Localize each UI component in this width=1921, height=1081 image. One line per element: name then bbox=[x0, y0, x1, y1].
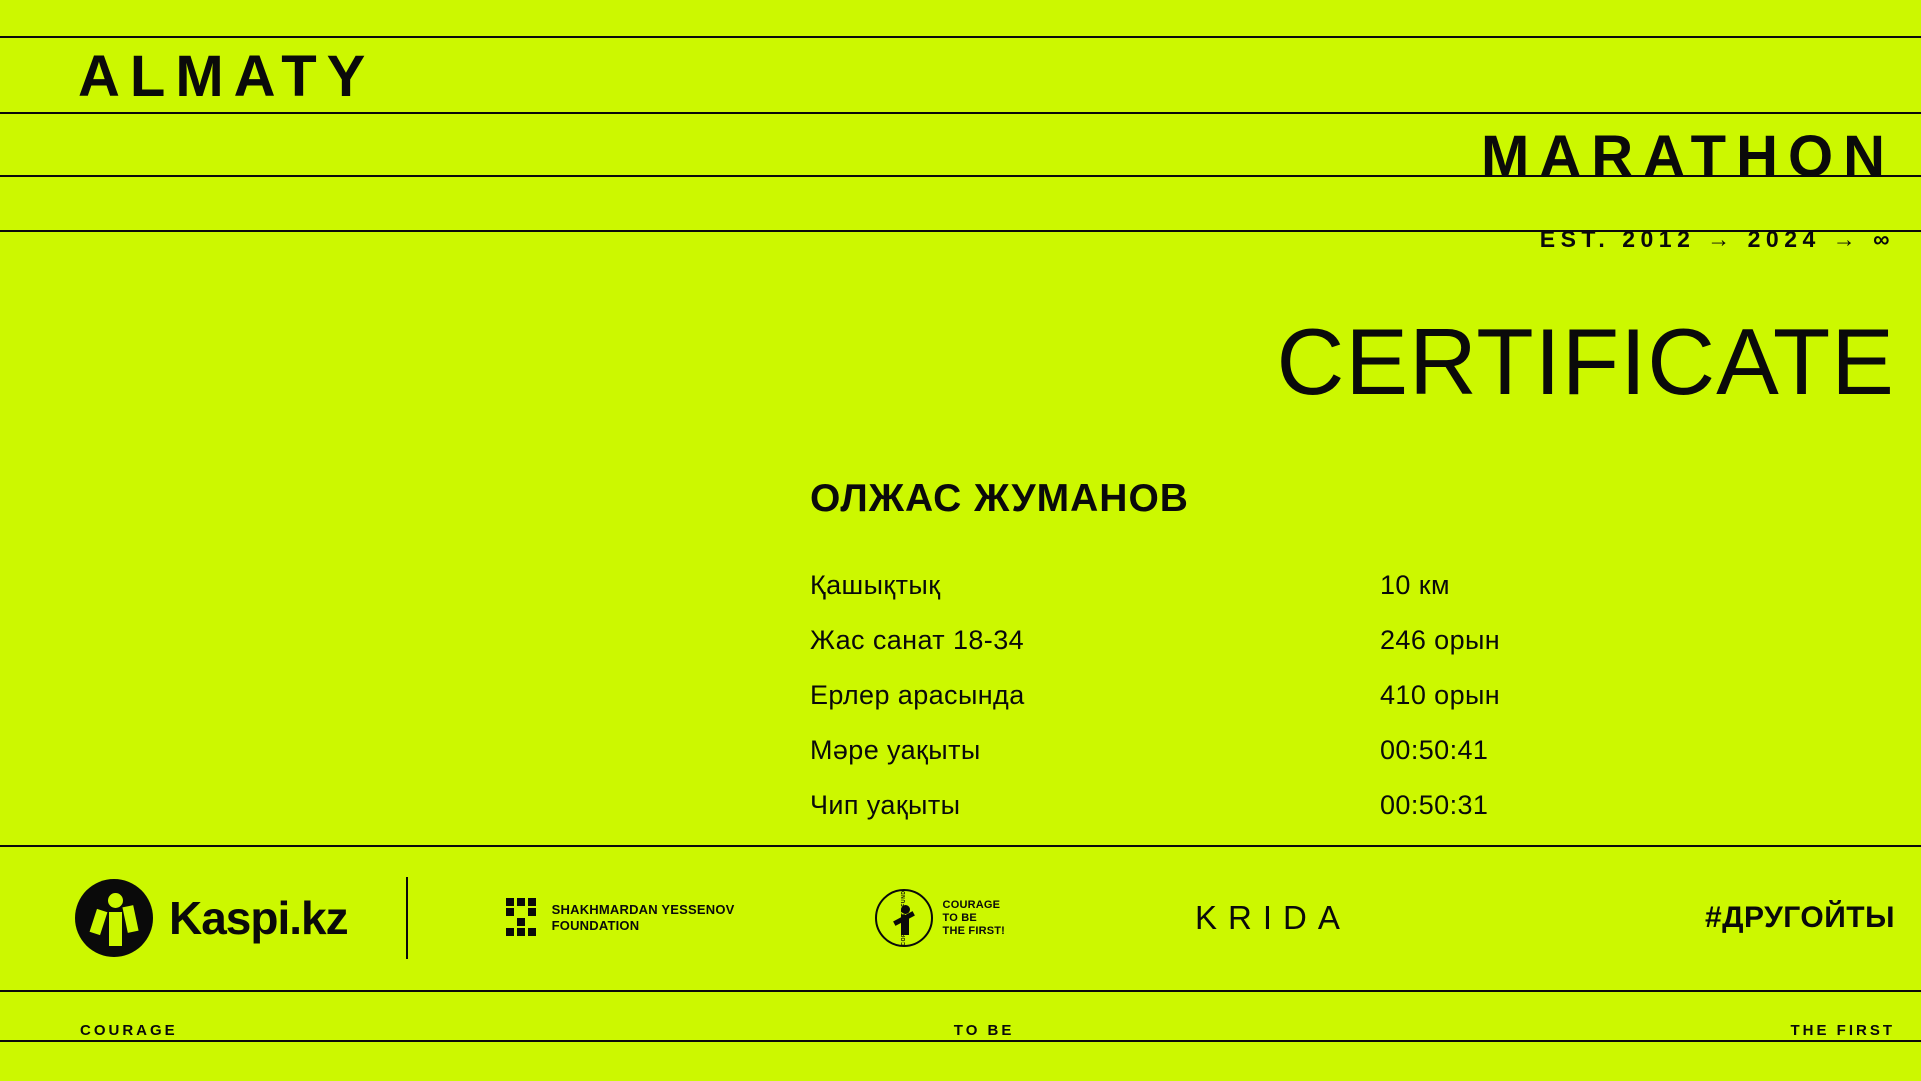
result-label: Ерлер арасында bbox=[810, 680, 1025, 710]
sponsor-kaspi bbox=[75, 879, 348, 957]
athlete-name: ОЛЖАС ЖУМАНОВ bbox=[810, 477, 1189, 520]
sponsor-yessenov bbox=[506, 898, 735, 938]
divider-rule-bottom bbox=[0, 1040, 1921, 1042]
result-label: Жас санат 18-34 bbox=[810, 625, 1025, 655]
table-row bbox=[810, 680, 1710, 735]
sponsor-corporate-line1: COURAGE bbox=[942, 898, 1001, 911]
corporate-fund-seal-icon bbox=[875, 889, 933, 947]
result-value: 246 орын bbox=[1380, 625, 1501, 655]
sponsor-yessenov-label bbox=[552, 902, 735, 934]
sponsor-bar bbox=[0, 847, 1921, 989]
divider-rule-top bbox=[0, 36, 1921, 38]
sponsor-divider bbox=[406, 877, 408, 959]
footer-middle: TO BE bbox=[953, 1022, 1015, 1039]
sponsor-yessenov-line2: FOUNDATION bbox=[551, 918, 640, 933]
hashtag-drugoity: #ДРУГОЙТЫ bbox=[1704, 901, 1895, 934]
table-row bbox=[810, 735, 1710, 790]
result-label: Чип уақыты bbox=[810, 790, 961, 820]
sponsor-kaspi-label: Kaspi.kz bbox=[169, 892, 348, 944]
sponsor-corporate-label bbox=[943, 899, 1006, 938]
established-line: EST. 2012 → 2024 → ∞ bbox=[1539, 226, 1895, 252]
brand-title-marathon: MARATHON bbox=[1481, 124, 1895, 189]
result-value: 00:50:41 bbox=[1380, 735, 1489, 765]
results-table bbox=[810, 570, 1710, 845]
result-value: 00:50:31 bbox=[1380, 790, 1489, 820]
table-row bbox=[810, 790, 1710, 845]
sponsor-corporate-line2: TO BE bbox=[942, 911, 977, 924]
sponsor-krida-label: KRIDA bbox=[1195, 899, 1351, 936]
result-label: Мәре уақыты bbox=[810, 735, 981, 765]
result-value: 410 орын bbox=[1380, 680, 1501, 710]
result-label: Қашықтық bbox=[810, 570, 941, 600]
brand-title-almaty: ALMATY bbox=[78, 44, 376, 109]
footer-tagline bbox=[0, 1022, 1921, 1039]
sponsor-corporate-fund bbox=[875, 889, 1006, 947]
page-title: CERTIFICATE bbox=[1276, 309, 1895, 414]
result-value: 10 км bbox=[1380, 570, 1450, 600]
sponsor-corporate-line3: THE FIRST! bbox=[942, 924, 1006, 937]
footer-left: COURAGE bbox=[80, 1022, 178, 1039]
divider-rule-under-almaty bbox=[0, 112, 1921, 114]
kaspi-logo-icon bbox=[75, 879, 153, 957]
divider-rule-below-sponsors bbox=[0, 990, 1921, 992]
footer-right: THE FIRST bbox=[1790, 1022, 1895, 1039]
yessenov-bars-icon bbox=[506, 898, 540, 938]
sponsor-yessenov-line1: SHAKHMARDAN YESSENOV bbox=[551, 902, 735, 917]
table-row bbox=[810, 625, 1710, 680]
table-row bbox=[810, 570, 1710, 625]
